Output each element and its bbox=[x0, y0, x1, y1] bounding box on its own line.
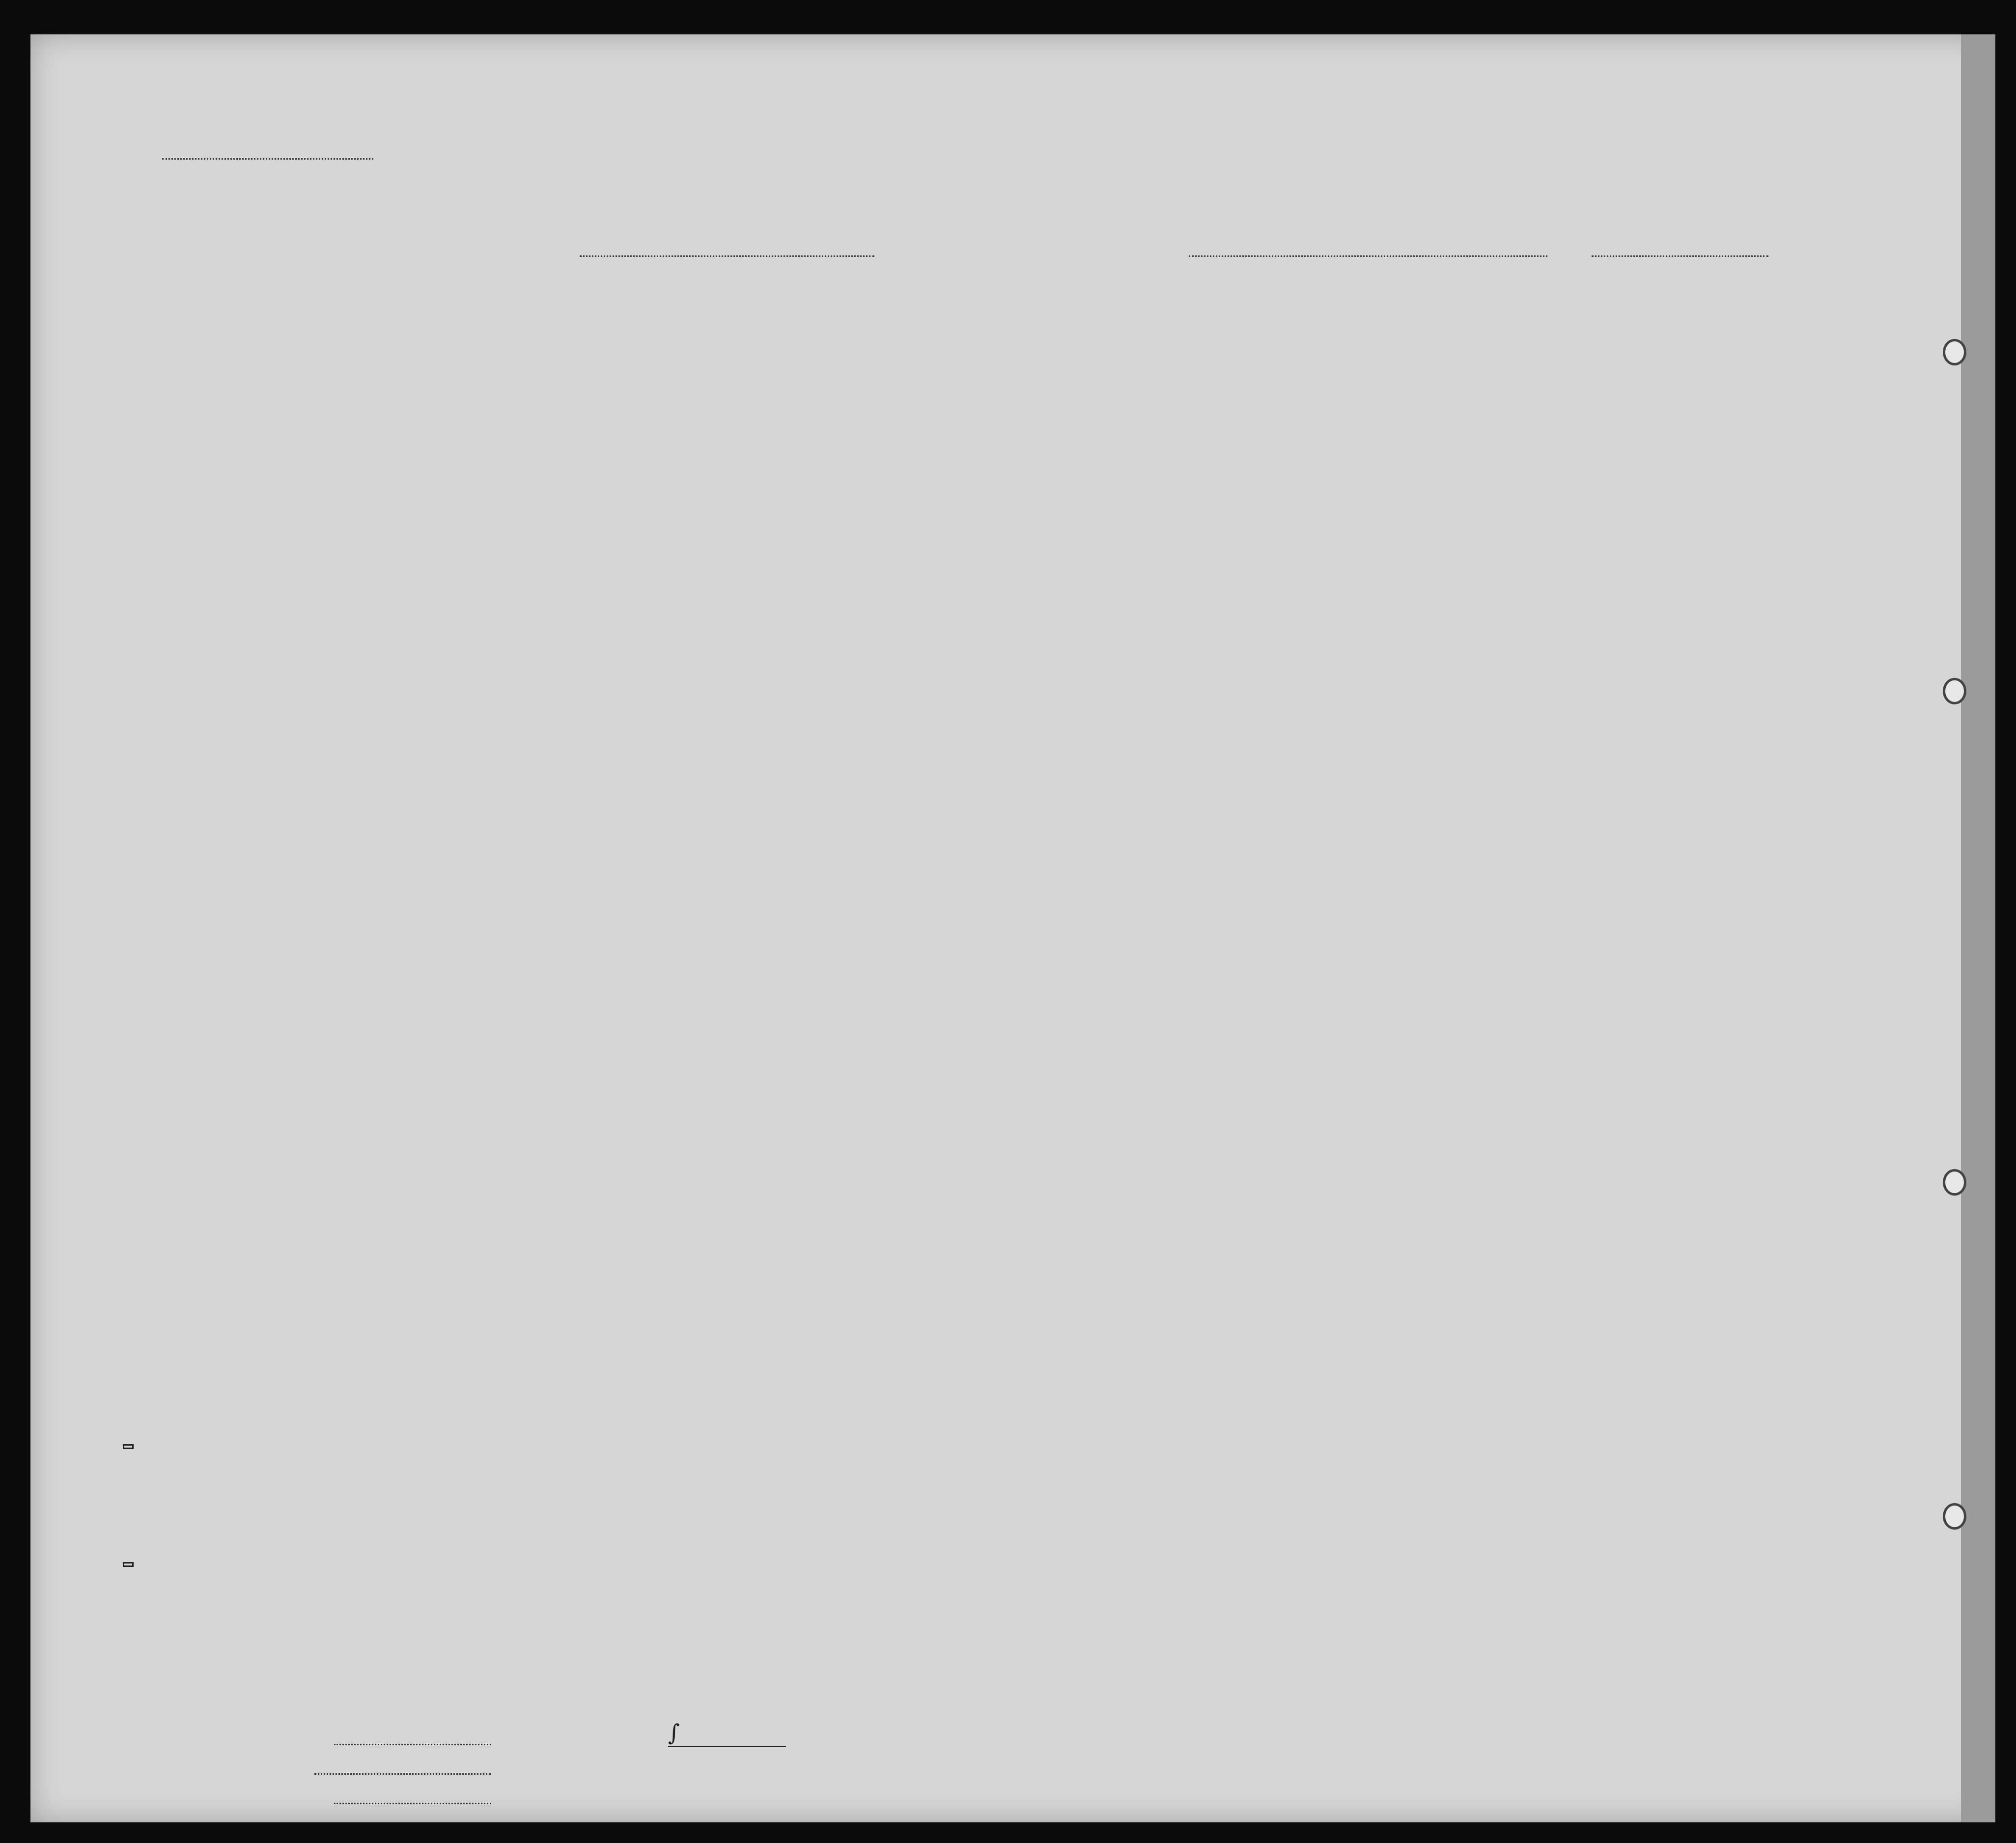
headtax-stamp-26 bbox=[123, 1444, 134, 1449]
us-citizens-line bbox=[314, 1773, 491, 1775]
headtax-stamp-29 bbox=[123, 1562, 134, 1567]
punch-hole bbox=[1943, 1169, 1966, 1196]
aliens-line bbox=[334, 1803, 491, 1804]
punch-hole bbox=[1943, 678, 1966, 704]
punch-hole bbox=[1943, 339, 1966, 365]
total-passengers-line bbox=[334, 1744, 491, 1745]
purser-signature: ∫ bbox=[668, 1719, 786, 1747]
punch-hole bbox=[1943, 1503, 1966, 1530]
